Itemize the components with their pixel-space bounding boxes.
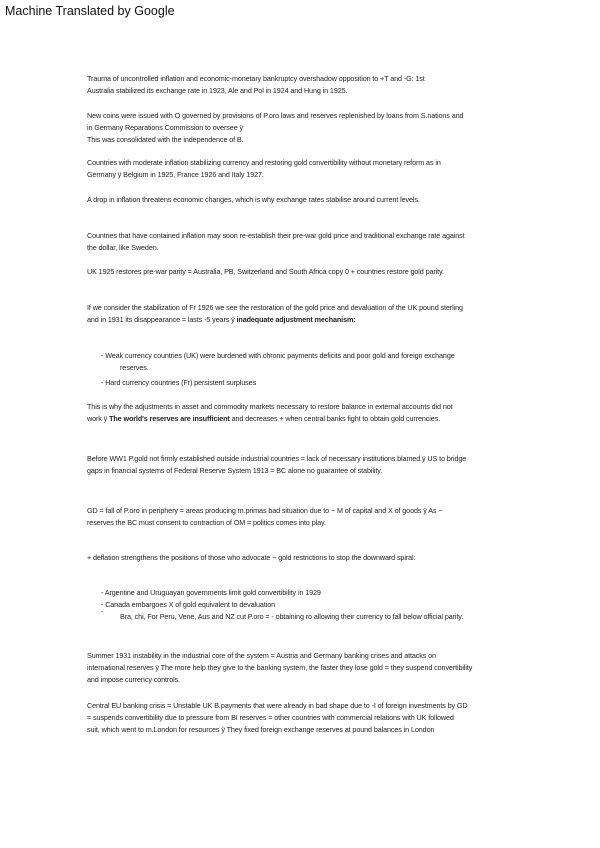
paragraph: [87, 157, 441, 181]
text-line: + deflation strengthens the positions of those who advocate − gold restrictions to stop the downward spiral:: [87, 553, 416, 562]
text-line: This is why the adjustments in asset and commodity markets necessary to restore balance in external accounts did not: [87, 402, 453, 411]
text-line: [87, 413, 453, 425]
bold-emphasis: The world's reserves are insufficient: [109, 414, 230, 423]
text-line: reserves the BC must consent to contraction of OM = politics comes into play.: [87, 518, 326, 527]
list-item: - Hard currency countries (Fr) persistent surpluses: [101, 378, 257, 387]
text-segment: and decreases + when central banks fight to obtain gold currencies.: [229, 414, 441, 423]
text-line: Australia stabilized its exchange rate in 1923, Ale and Pol in 1924 and Hung in 1925.: [87, 86, 348, 95]
bold-emphasis: inadequate adjustment mechanism:: [236, 315, 356, 324]
list-item: [87, 611, 463, 623]
paragraph: [87, 302, 463, 326]
list-item: - Canada embargoes X of gold equivalent to devaluation: [101, 600, 276, 609]
text-line: Trauma of uncontrolled inflation and economic-monetary bankruptcy overshadow opposition to +T and -G: 1st: [87, 74, 425, 83]
paragraph: [87, 230, 465, 254]
paragraph: [87, 110, 463, 146]
text-line: [87, 314, 463, 326]
text-line: This was consolidated with the independence of B.: [87, 135, 244, 144]
text-line: New coins were issued with O governed by provisions of P.oro laws and reserves replenished by loans from S.nations and: [87, 111, 464, 120]
bullet-mark: ˉ: [101, 609, 104, 618]
machine-translated-header: Machine Translated by Google: [5, 4, 175, 18]
paragraph: [87, 650, 472, 686]
paragraph: [87, 453, 466, 477]
paragraph: [87, 401, 453, 425]
paragraph: [87, 552, 415, 564]
text-line: suit, which went to m.London for resources ÿ They fixed foreign exchange reserves at pound balances in London: [87, 725, 435, 734]
text-line: GD = fall of P.oro in periphery = areas producing m.primas bad situation due to − M of capital and X of goods ÿ As −: [87, 506, 443, 515]
list-item: - Weak currency countries (UK) were burdened with chronic payments deficits and poor gold and foreign exchange: [101, 351, 455, 360]
paragraph: [87, 194, 420, 206]
text-segment: Bra, chi, For Peru, Vene, Aus and NZ cut P.oro = - obtaining ro allowing their currency to fall below official parity.: [120, 612, 464, 621]
text-line: Central EU banking crisis = Unstable UK B.payments that were already in bad shape due to -I of foreign investments by GD: [87, 701, 468, 710]
text-line: in Germany Reparations Commission to oversee ÿ: [87, 123, 243, 132]
text-line: Summer 1931 instability in the industrial core of the system = Austria and Germany banking crises and attacks on: [87, 651, 436, 660]
bullet-list: [87, 350, 455, 389]
text-line: = suspends convertibility due to pressure from BI reserves = other countries with commercial relations with UK followed: [87, 713, 454, 722]
text-segment: and in 1931 its disappearance = lasts -5 years ÿ: [87, 315, 237, 324]
text-line: international reserves ÿ The more help they give to the banking system, the faster they lose gold = they suspend convertibility: [87, 663, 473, 672]
text-segment: work ÿ: [87, 414, 110, 423]
text-line: UK 1925 restores pre-war parity = Australia, PB, Switzerland and South Africa copy 0 + countries restore gold parity.: [87, 267, 444, 276]
text-line: Before WW1 P.gold not firmly established outside industrial countries = lack of necessary institutions blamed ÿ US to bridge: [87, 454, 467, 463]
text-line: Countries that have contained inflation may soon re-establish their pre-war gold price and traditional exchange rate against: [87, 231, 465, 240]
paragraph: [87, 266, 444, 278]
text-line: Countries with moderate inflation stabilizing currency and restoring gold convertibility without monetary reform as in: [87, 158, 441, 167]
paragraph: [87, 505, 442, 529]
paragraph: [87, 700, 468, 736]
bullet-list: [87, 587, 463, 623]
text-line: the dollar, like Sweden.: [87, 243, 159, 252]
text-line: A drop in inflation threatens economic changes, which is why exchange rates stabilise around current levels.: [87, 195, 420, 204]
paragraph: [87, 73, 425, 97]
text-line: gaps in financial systems of Federal Reserve System 1913 = BC alone no guarantee of stability.: [87, 466, 383, 475]
text-line: and impose currency controls.: [87, 675, 180, 684]
list-item-continuation: reserves.: [120, 363, 149, 372]
text-line: Germany ÿ Belgium in 1925, France 1926 and Italy 1927.: [87, 170, 264, 179]
list-item: - Argentine and Uruguayan governments limit gold convertibility in 1929: [101, 588, 321, 597]
text-line: If we consider the stabilization of Fr 1926 we see the restoration of the gold price and devaluation of the UK pound sterling: [87, 303, 463, 312]
